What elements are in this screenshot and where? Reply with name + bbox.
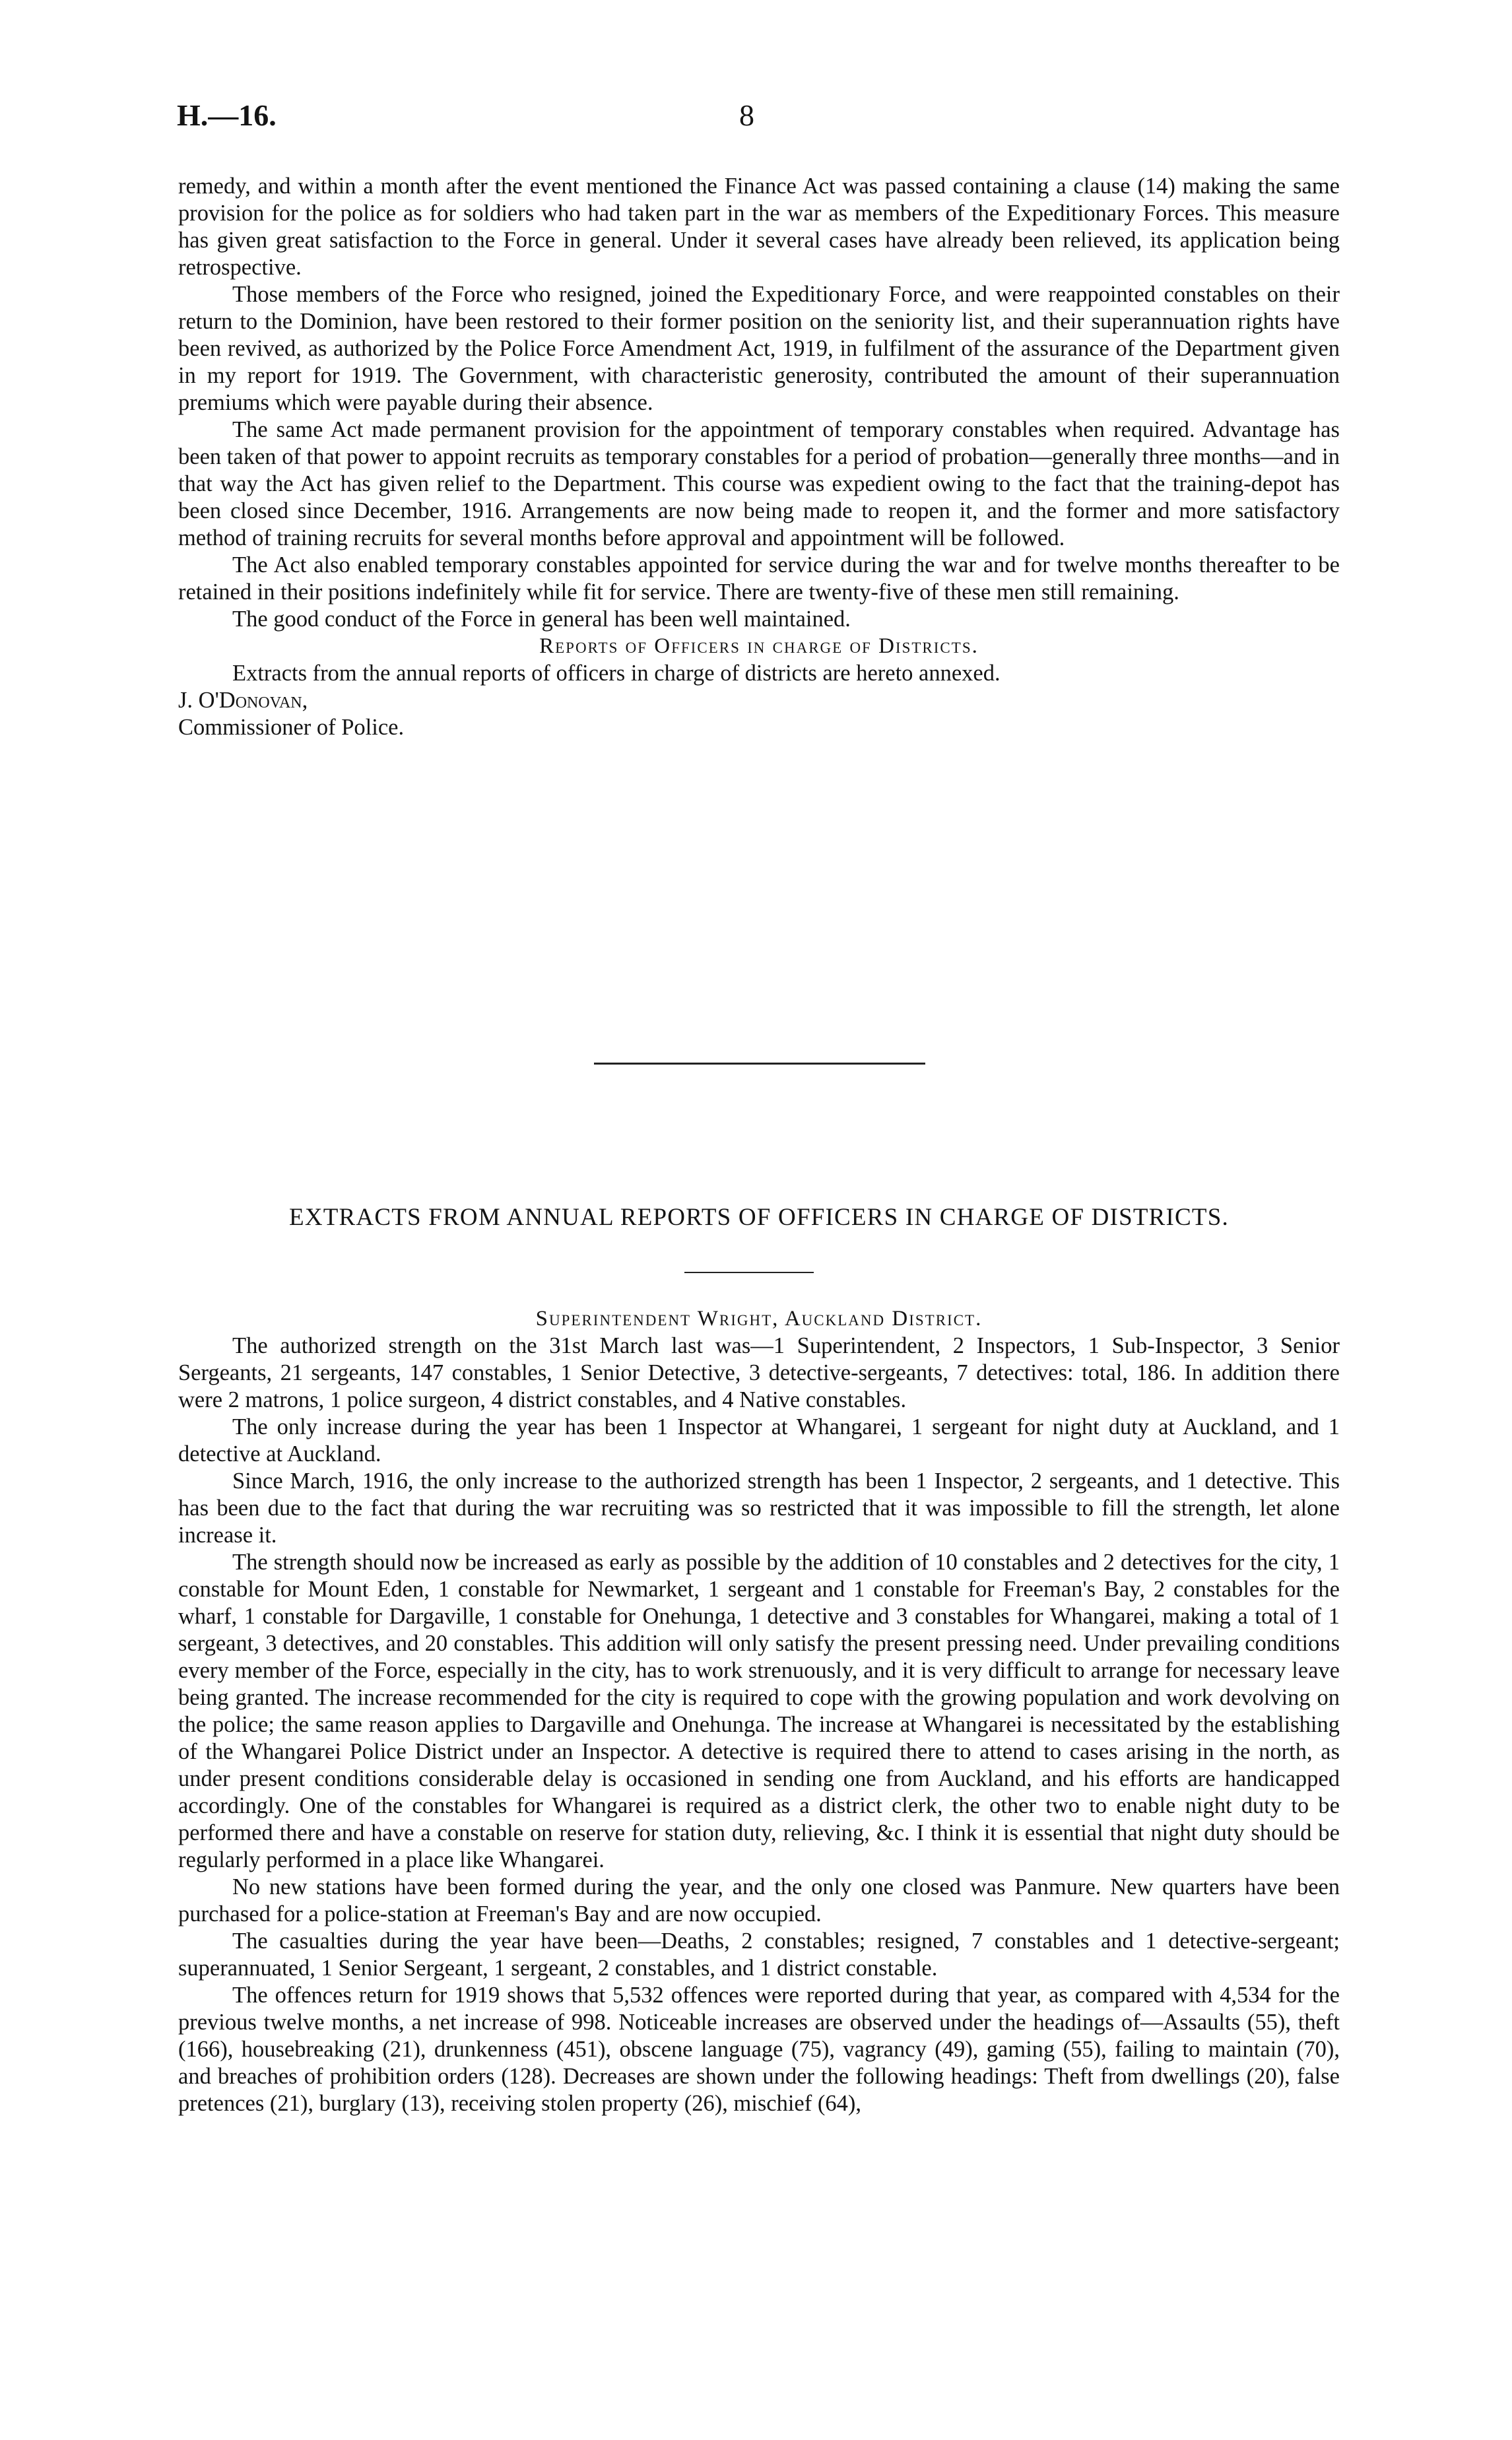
document-code: H.—16. <box>177 98 277 132</box>
reports-paragraph: Extracts from the annual reports of officers in charge of districts are hereto annexed. <box>232 661 1001 686</box>
paragraph: No new stations have been formed during the year, and the only one closed was Panmure. New quarters have been purchased for a police-station at Freeman's Bay and are now occupied. <box>178 1874 1340 1927</box>
signature-name: J. O'Donovan, <box>178 688 308 713</box>
title-underline <box>684 1272 814 1273</box>
paragraph: The casualties during the year have been—Deaths, 2 constables; resigned, 7 constables and 1 detective-sergeant; superannuated, 1 Senior Sergeant, 1 sergeant, 2 constables, and 1 district constable. <box>178 1929 1340 1981</box>
paragraph: The only increase during the year has been 1 Inspector at Whangarei, 1 sergeant for night duty at Auckland, and 1 detective at Auckland. <box>178 1414 1340 1467</box>
signature-title: Commissioner of Police. <box>178 715 405 740</box>
extracts-title: EXTRACTS FROM ANNUAL REPORTS OF OFFICERS IN CHARGE OF DISTRICTS. <box>289 1204 1229 1231</box>
running-head <box>177 98 1358 144</box>
paragraph: The good conduct of the Force in general has been well maintained. <box>232 607 851 632</box>
paragraph: remedy, and within a month after the event mentioned the Finance Act was passed containing a clause (14) making the same provision for the police as for soldiers who had taken part in the war as members of the Expeditionary Forces. This measure has given great satisfaction to the Force in general. Under it several cases have already been relieved, its application being retrospective. <box>178 174 1340 280</box>
paragraph: The strength should now be increased as early as possible by the addition of 10 constables and 2 detectives for the city, 1 constable for Mount Eden, 1 constable for Newmarket, 1 sergeant and 1 constable for Freeman's Bay, 2 constables for the wharf, 1 constable for Dargaville, 1 constable for Onehunga, 1 detective and 3 constables for Whangarei, making a total of 1 sergeant, 3 detectives, and 20 constables. This addition will only satisfy the present pressing need. Under prevailing conditions every member of the Force, especially in the city, has to work strenuously, and it is very difficult to arrange for necessary leave being granted. The increase recommended for the city is required to cope with the growing population and work devolving on the police; the same reason applies to Dargaville and Onehunga. The increase at Whangarei is necessitated by the establishing of the Whangarei Police District under an Inspector. A detective is required there to attend to cases arising in the north, as under present conditions considerable delay is occasioned in sending one from Auckland, and his efforts are handicapped accordingly. One of the constables for Whangarei is required as a district clerk, the other two to enable night duty to be performed there and have a constable on reserve for station duty, relieving, &c. I think it is essential that night duty should be regularly performed in a place like Whangarei. <box>178 1550 1340 1872</box>
paragraph: The authorized strength on the 31st March last was—1 Superintendent, 2 Inspectors, 1 Sub-Inspector, 3 Senior Sergeants, 21 sergeants, 147 constables, 1 Senior Detective, 3 detective-sergeants, 7 detectives: total, 186. In addition there were 2 matrons, 1 police surgeon, 4 district constables, and 4 Native constables. <box>178 1333 1340 1412</box>
section-divider <box>594 1063 925 1065</box>
commissioner-report-text <box>178 173 1340 741</box>
paragraph: Those members of the Force who resigned, joined the Expeditionary Force, and were reappointed constables on their return to the Dominion, have been restored to their former position on the seniority list, and their superannuation rights have been revived, as authorized by the Police Force Amendment Act, 1919, in fulfilment of the assurance of the Department given in my report for 1919. The Government, with characteristic generosity, contributed the amount of their superannuation premiums which were payable during their absence. <box>178 282 1340 415</box>
page-number: 8 <box>739 98 754 132</box>
paragraph: Since March, 1916, the only increase to the authorized strength has been 1 Inspector, 2 sergeants, and 1 detective. This has been due to the fact that during the war recruiting was so restricted that it was impossible to fill the strength, let alone increase it. <box>178 1468 1340 1548</box>
reports-section-heading: Reports of Officers in charge of Districts. <box>539 634 979 658</box>
paragraph: The Act also enabled temporary constables appointed for service during the war and for twelve months thereafter to be retained in their positions indefinitely while fit for service. There are twenty-five of these men still remaining. <box>178 552 1340 605</box>
district-heading: Superintendent Wright, Auckland District. <box>535 1307 983 1331</box>
auckland-district-report <box>178 1305 1340 2117</box>
paragraph: The same Act made permanent provision for the appointment of temporary constables when required. Advantage has been taken of that power to appoint recruits as temporary constables for a period of probation—generally three months—and in that way the Act has given relief to the Department. This course was expedient owing to the fact that the training-depot has been closed since December, 1916. Arrangements are now being made to reopen it, and the former and more satisfactory method of training recruits for several months before approval and appointment will be followed. <box>178 417 1340 550</box>
paragraph: The offences return for 1919 shows that 5,532 offences were reported during that year, as compared with 4,534 for the previous twelve months, a net increase of 998. Noticeable increases are observed under the headings of—Assaults (55), theft (166), housebreaking (21), drunkenness (451), obscene language (75), vagrancy (49), gaming (55), failing to maintain (70), and breaches of prohibition orders (128). Decreases are shown under the following headings: Theft from dwellings (20), false pretences (21), burglary (13), receiving stolen property (26), mischief (64), <box>178 1983 1340 2116</box>
